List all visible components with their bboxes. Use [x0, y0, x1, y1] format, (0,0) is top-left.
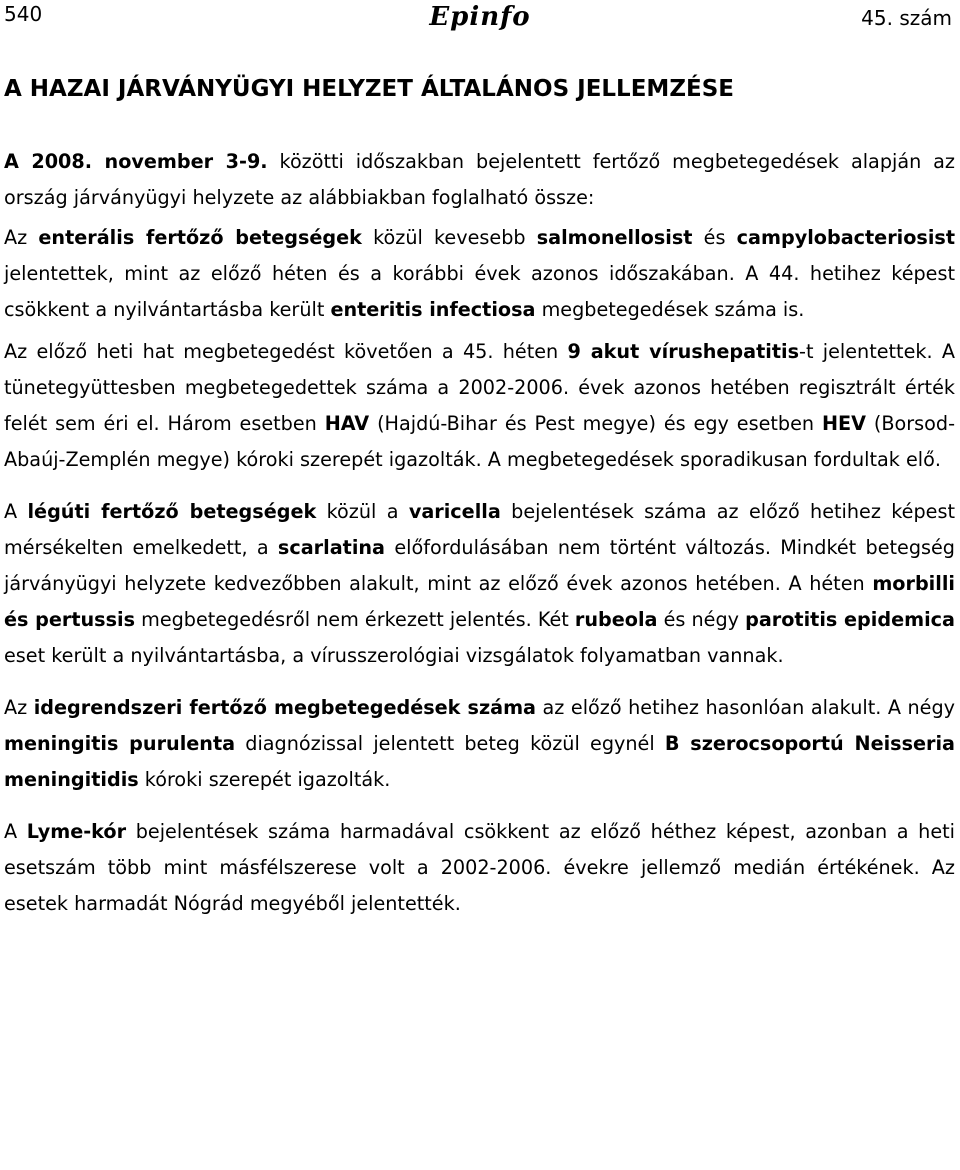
text-run: -t jelentettek. A tünetegyüttesben megbetegedettek száma a 2002-2006. évek azonos hetében regisztrált érték felét sem éri el. Három esetben	[4, 340, 956, 435]
page-number: 540	[4, 2, 43, 26]
bold-term: rubeola	[574, 608, 658, 631]
text-run: kóroki szerepét igazolták.	[138, 768, 391, 791]
bold-term: salmonellosist	[536, 226, 693, 249]
page-header	[0, 0, 960, 40]
text-run: Az	[4, 226, 39, 249]
text-run: megbetegedések száma is.	[535, 298, 805, 321]
page-title: A HAZAI JÁRVÁNYÜGYI HELYZET ÁLTALÁNOS JELLEMZÉSE	[4, 76, 734, 102]
text-run: és négy	[657, 608, 746, 631]
paragraph-idegrendszeri	[4, 690, 955, 798]
bold-term: légúti fertőző betegségek	[27, 500, 317, 523]
text-run: megbetegedésről nem érkezett jelentés. Két	[135, 608, 575, 631]
text-run: diagnózissal jelentett beteg közül egynél	[235, 732, 665, 755]
bold-term: morbilli és pertussis	[4, 572, 955, 631]
bold-term: enteritis infectiosa	[330, 298, 536, 321]
text-run: az előző hetihez hasonlóan alakult. A négy	[536, 696, 956, 719]
bold-term: HAV	[324, 412, 370, 435]
bold-term: parotitis epidemica	[745, 608, 955, 631]
bold-term: campylobacteriosist	[736, 226, 956, 249]
text-run: Az	[4, 696, 34, 719]
bold-term: enterális fertőző betegségek	[38, 226, 362, 249]
bold-term: B szerocsoportú Neisseria meningitidis	[4, 732, 955, 791]
text-run: és	[692, 226, 737, 249]
text-run: (Hajdú-Bihar és Pest megye) és egy esetben	[369, 412, 822, 435]
bold-term: idegrendszeri fertőző megbetegedések száma	[33, 696, 537, 719]
text-run: Az előző heti hat megbetegedést követően a 45. héten	[4, 340, 568, 363]
bold-term: HEV	[821, 412, 866, 435]
issue-number: 45. szám	[861, 6, 952, 30]
bold-term: varicella	[408, 500, 501, 523]
paragraph-intro	[4, 144, 955, 216]
paragraph-enteralis	[4, 220, 955, 328]
bold-term: 9 akut vírushepatitis	[567, 340, 800, 363]
text-run: előfordulásában nem történt változás. Mindkét betegség járványügyi helyzete kedvezőbben alakult, mint az előző évek azonos hetében. A héten	[4, 536, 955, 595]
text-run: bejelentések száma az előző hetihez képest mérsékelten emelkedett, a	[4, 500, 955, 559]
bold-term: scarlatina	[277, 536, 386, 559]
bold-term: Lyme-kór	[26, 820, 127, 843]
text-run: közötti időszakban bejelentett fertőző megbetegedések alapján az ország járványügyi helyzete az alábbiakban foglalható össze:	[4, 150, 956, 209]
text-run: jelentettek, mint az előző héten és a korábbi évek azonos időszakában. A 44. hetihez képest csökkent a nyilvántartásba került	[4, 262, 955, 321]
text-run: közül a	[316, 500, 409, 523]
text-run: eset került a nyilvántartásba, a vírusszerológiai vizsgálatok folyamatban vannak.	[4, 644, 784, 667]
bold-term: A 2008. november 3-9.	[4, 150, 268, 173]
brand-logo: Epinfo	[429, 2, 531, 32]
paragraph-lyme	[4, 814, 955, 922]
article-body	[4, 144, 955, 938]
text-run: A	[4, 500, 28, 523]
text-run: A	[4, 820, 27, 843]
text-run: (Borsod-Abaúj-Zemplén megye) kóroki szerepét igazolták. A megbetegedések sporadikusan fordultak elő.	[4, 412, 955, 471]
bold-term: meningitis purulenta	[4, 732, 236, 755]
text-run: bejelentések száma harmadával csökkent az előző héthez képest, azonban a heti esetszám több mint másfélszerese volt a 2002-2006. évekre jellemző medián értékének. Az esetek harmadát Nógrád megyéből jelentették.	[4, 820, 955, 915]
paragraph-hepatitis	[4, 334, 955, 478]
paragraph-leguti	[4, 494, 955, 674]
text-run: közül kevesebb	[361, 226, 537, 249]
